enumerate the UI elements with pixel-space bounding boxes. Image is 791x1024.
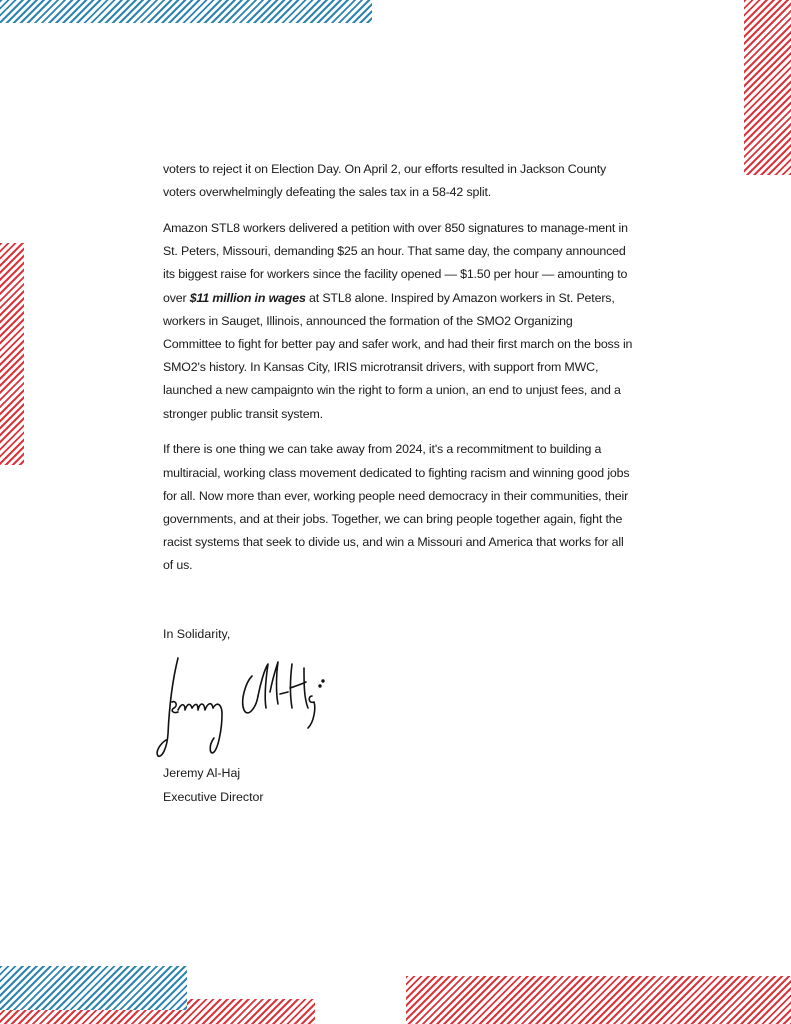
paragraph-amazon bbox=[163, 217, 633, 426]
signer-block bbox=[163, 762, 264, 809]
decorative-stripe-top-left bbox=[0, 0, 372, 23]
signature-text: Jeremy Al-Haj bbox=[152, 652, 159, 653]
paragraph-2024: If there is one thing we can take away from 2024, it's a recommitment to building a multiracial, working class movement dedicated to fighting racism and winning good jobs for all. Now more than ever, working people need democracy in their communities, their governments, and at their jobs. Together, we can bring people together again, fight the racist systems that seek to divide us, and win a Missouri and America that works for all of us. bbox=[163, 442, 630, 573]
closing-salutation: In Solidarity, bbox=[163, 627, 231, 641]
decorative-stripe-bottom-left-blue bbox=[0, 966, 187, 1010]
decorative-stripe-left bbox=[0, 243, 24, 465]
paragraph-amazon-text-before: Amazon STL8 workers delivered a petition with over 850 signatures to manage-ment in St. Peters, Missouri, demanding $25 an hour. That same day, the company announced its biggest raise for workers since the facility opened — $1.50 per hour — amounting to over bbox=[163, 221, 628, 305]
signer-title: Executive Director bbox=[163, 789, 264, 804]
paragraph-election: voters to reject it on Election Day. On April 2, our efforts resulted in Jackson County voters overwhelmingly defeating the sales tax in a 58-42 split. bbox=[163, 162, 607, 200]
signature-image bbox=[152, 652, 332, 762]
signer-name: Jeremy Al-Haj bbox=[163, 766, 241, 780]
decorative-stripe-bottom-right bbox=[406, 976, 791, 1024]
decorative-stripe-top-right bbox=[744, 0, 791, 175]
wages-emphasis: $11 million in wages bbox=[189, 290, 306, 305]
paragraph-amazon-text-after: at STL8 alone. Inspired by Amazon workers in St. Peters, workers in Sauget, Illinois, announced the formation of the SMO2 Organizing Committee to fight for better pay and safer work, and had their first march on the boss in SMO2's history. In Kansas City, IRIS microtransit drivers, with support from MWC, launched a new campaignto win the right to form a union, an end to unjust fees, and a stronger public transit system. bbox=[163, 290, 633, 421]
letter-body bbox=[163, 158, 633, 578]
